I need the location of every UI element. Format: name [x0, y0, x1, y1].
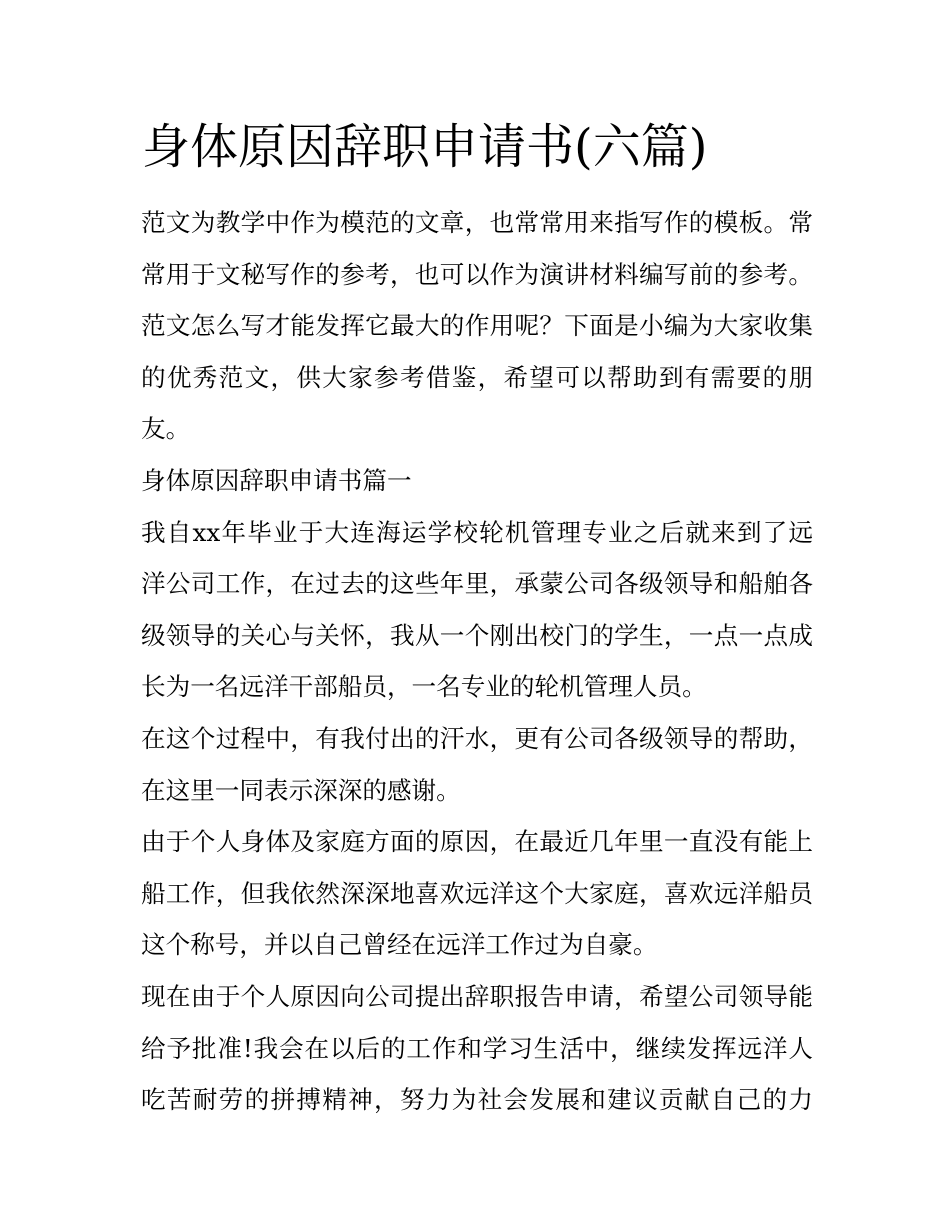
text-line: 长为一名远洋干部船员，一名专业的轮机管理人员。 [141, 672, 707, 702]
text-line: 船工作，但我依然深深地喜欢远洋这个大家庭，喜欢远洋船员 [141, 878, 813, 908]
paragraph-2 [141, 713, 813, 816]
text-line: 洋公司工作，在过去的这些年里，承蒙公司各级领导和船舶各 [141, 569, 813, 599]
text-line: 范文为教学中作为模范的文章，也常常用来指写作的模板。常 [141, 208, 813, 237]
text-line: 给予批准!我会在以后的工作和学习生活中，继续发挥远洋人 [141, 1033, 813, 1063]
paragraph-intro [141, 197, 813, 455]
text-line: 级领导的关心与关怀，我从一个刚出校门的学生，一点一点成 [141, 620, 813, 650]
text-line: 由于个人身体及家庭方面的原因，在最近几年里一直没有能上 [141, 827, 813, 857]
text-line: 在这里一同表示深深的感谢。 [141, 775, 461, 805]
document-title: 身体原因辞职申请书(六篇) [142, 119, 708, 175]
text-line: 吃苦耐劳的拼搏精神，努力为社会发展和建议贡献自己的力 [141, 1085, 813, 1115]
text-line: 身体原因辞职申请书篇一 [141, 465, 412, 495]
text-line: 我自xx年毕业于大连海运学校轮机管理专业之后就来到了远 [141, 517, 813, 547]
paragraph-3 [141, 816, 813, 971]
text-line: 范文怎么写才能发挥它最大的作用呢？下面是小编为大家收集 [141, 311, 813, 341]
text-line: 常用于文秘写作的参考，也可以作为演讲材料编写前的参考。 [141, 259, 813, 289]
paragraph-1 [141, 507, 813, 713]
text-line: 友。 [141, 414, 191, 444]
text-line: 的优秀范文，供大家参考借鉴，希望可以帮助到有需要的朋 [141, 362, 813, 392]
section-heading [141, 455, 813, 507]
document-body [141, 197, 813, 1126]
text-line: 这个称号，并以自己曾经在远洋工作过为自豪。 [141, 930, 658, 960]
text-line: 现在由于个人原因向公司提出辞职报告申请，希望公司领导能 [141, 981, 813, 1011]
text-line: 在这个过程中，有我付出的汗水，更有公司各级领导的帮助， [141, 723, 813, 753]
paragraph-4 [141, 971, 813, 1126]
